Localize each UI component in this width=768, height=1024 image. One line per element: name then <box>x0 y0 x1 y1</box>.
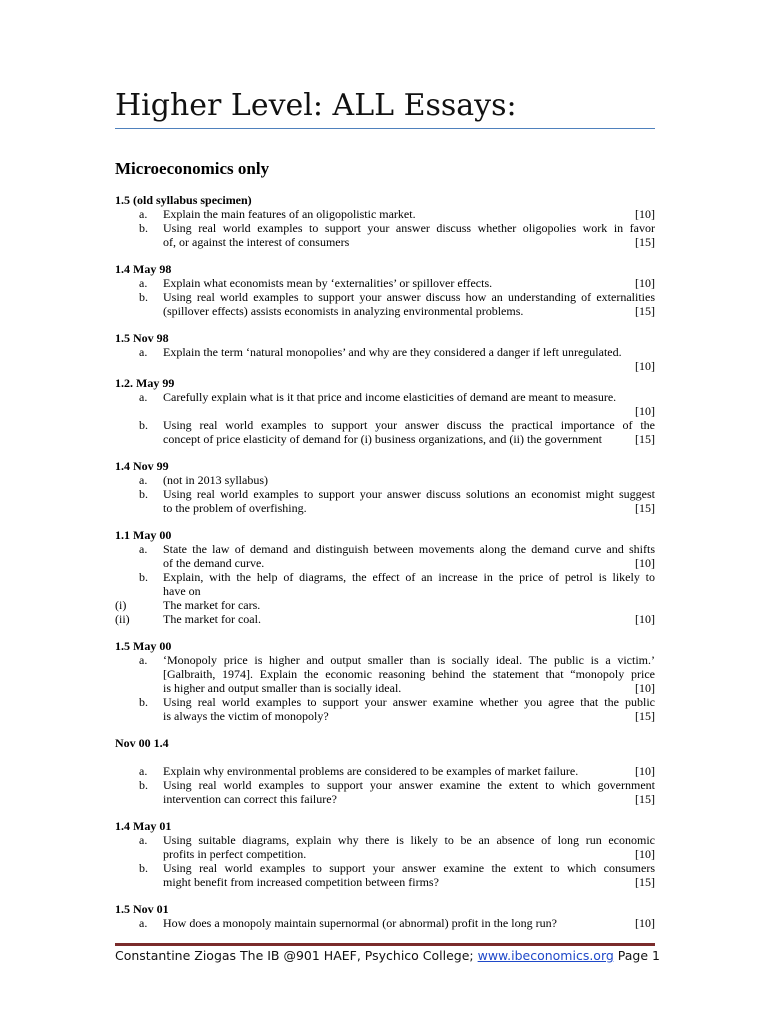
item-marks: [10] <box>635 681 655 695</box>
item-text-line: Using real world examples to support your answer discuss how an understanding of externalities <box>163 290 655 304</box>
question-item <box>115 290 655 318</box>
document-title: Higher Level: ALL Essays: <box>115 88 517 123</box>
sub-item-text: The market for cars. <box>163 598 261 612</box>
item-marks: [10] <box>635 359 655 373</box>
item-last-line <box>163 875 655 889</box>
item-last-line <box>163 584 655 598</box>
footer-page-number: Page 1 <box>613 948 660 963</box>
item-marks: [15] <box>635 304 655 318</box>
question-heading: 1.5 May 00 <box>115 639 172 653</box>
item-label: b. <box>139 570 148 584</box>
item-text: is always the victim of monopoly? <box>163 709 329 723</box>
question-item <box>115 861 655 889</box>
item-label: b. <box>139 778 148 792</box>
item-text-line: Using real world examples to support your answer discuss whether oligopolies work in favor <box>163 221 655 235</box>
item-last-line <box>163 847 655 861</box>
item-marks: [15] <box>635 235 655 249</box>
item-text-line: Explain, with the help of diagrams, the effect of an increase in the price of petrol is likely to <box>163 570 655 584</box>
section-heading: Microeconomics only <box>115 159 270 178</box>
item-text-line: State the law of demand and distinguish between movements along the demand curve and shifts <box>163 542 655 556</box>
item-last-line <box>163 764 655 778</box>
question-item <box>115 221 655 249</box>
item-marks: [15] <box>635 709 655 723</box>
item-text: intervention can correct this failure? <box>163 792 337 806</box>
item-last-line <box>163 556 655 570</box>
item-marks: [15] <box>635 875 655 889</box>
question-heading: 1.2. May 99 <box>115 376 175 390</box>
item-text: concept of price elasticity of demand for (i) business organizations, and (ii) the government <box>163 432 602 446</box>
question-item <box>115 695 655 723</box>
item-text-line: Using real world examples to support your answer examine the extent to which consumers <box>163 861 655 875</box>
item-label: a. <box>139 542 148 556</box>
sub-item-label: (ii) <box>115 612 130 626</box>
item-text-line: Using real world examples to support your answer discuss solutions an economist might suggest <box>163 487 655 501</box>
question-block <box>115 902 655 930</box>
item-last-line <box>163 235 655 249</box>
question-item <box>115 764 655 778</box>
question-block <box>115 528 655 626</box>
question-heading: 1.4 Nov 99 <box>115 459 169 473</box>
item-label: b. <box>139 487 148 501</box>
item-text: Explain what economists mean by ‘externalities’ or spillover effects. <box>163 276 493 290</box>
item-marks: [15] <box>635 432 655 446</box>
question-heading: 1.5 (old syllabus specimen) <box>115 193 252 207</box>
question-item <box>115 570 655 598</box>
item-text-line: Using real world examples to support your answer discuss the practical importance of the <box>163 418 655 432</box>
item-text: Explain why environmental problems are considered to be examples of market failure. <box>163 764 579 778</box>
question-item <box>115 778 655 806</box>
question-block <box>115 376 655 446</box>
item-label: b. <box>139 418 148 432</box>
footer-rule <box>115 943 655 946</box>
item-text-line: Using real world examples to support your answer examine the extent to which government <box>163 778 655 792</box>
question-heading: 1.5 Nov 98 <box>115 331 169 345</box>
question-item <box>115 345 655 373</box>
item-marks: [15] <box>635 501 655 515</box>
sub-item <box>115 598 655 612</box>
item-marks: [10] <box>635 556 655 570</box>
question-item <box>115 276 655 290</box>
item-last-line <box>163 207 655 221</box>
item-marks: [10] <box>635 916 655 930</box>
question-heading: Nov 00 1.4 <box>115 736 169 750</box>
question-heading: 1.5 Nov 01 <box>115 902 169 916</box>
item-text: (not in 2013 syllabus) <box>163 473 268 487</box>
item-label: b. <box>139 861 148 875</box>
item-text: Explain the term ‘natural monopolies’ and why are they considered a danger if left unregulated. <box>163 345 622 359</box>
item-label: a. <box>139 207 148 221</box>
question-item <box>115 418 655 446</box>
item-last-line <box>163 792 655 806</box>
question-block <box>115 736 655 806</box>
item-text: How does a monopoly maintain supernormal (or abnormal) profit in the long run? <box>163 916 557 930</box>
footer-text: Constantine Ziogas The IB @901 HAEF, Psychico College; <box>115 948 478 963</box>
item-marks: [10] <box>635 207 655 221</box>
item-marks: [10] <box>635 404 655 418</box>
sub-item-line <box>163 612 655 626</box>
question-block <box>115 459 655 515</box>
question-item <box>115 487 655 515</box>
item-text: profits in perfect competition. <box>163 847 307 861</box>
item-label: a. <box>139 390 148 404</box>
item-label: b. <box>139 221 148 235</box>
page-footer <box>115 948 660 964</box>
item-text: (spillover effects) assists economists in analyzing environmental problems. <box>163 304 524 318</box>
item-text-line: Using real world examples to support your answer examine whether you agree that the public <box>163 695 655 709</box>
item-last-line <box>163 432 655 446</box>
item-marks: [15] <box>635 792 655 806</box>
item-label: a. <box>139 473 148 487</box>
item-text-line: ‘Monopoly price is higher and output smaller than is socially ideal. The public is a victim.’ <box>163 653 655 667</box>
item-text: of the demand curve. <box>163 556 265 570</box>
question-heading: 1.4 May 01 <box>115 819 172 833</box>
item-label: b. <box>139 695 148 709</box>
question-item <box>115 542 655 570</box>
sub-item-text: The market for coal. <box>163 612 261 626</box>
sub-item <box>115 612 655 626</box>
item-marks: [10] <box>635 847 655 861</box>
question-block <box>115 639 655 723</box>
item-text: is higher and output smaller than is socially ideal. <box>163 681 402 695</box>
item-last-line <box>163 916 655 930</box>
item-last-line <box>163 473 655 487</box>
question-item <box>115 473 655 487</box>
item-label: a. <box>139 833 148 847</box>
question-item <box>115 653 655 695</box>
sub-item-line <box>163 598 655 612</box>
item-text: Explain the main features of an oligopolistic market. <box>163 207 416 221</box>
item-label: a. <box>139 653 148 667</box>
item-text: Carefully explain what is it that price and income elasticities of demand are meant to measure. <box>163 390 617 404</box>
item-label: a. <box>139 276 148 290</box>
item-marks: [10] <box>635 276 655 290</box>
sub-item-label: (i) <box>115 598 127 612</box>
item-label: a. <box>139 916 148 930</box>
item-last-line <box>163 501 655 515</box>
item-last-line <box>163 276 655 290</box>
item-label: b. <box>139 290 148 304</box>
item-text: might benefit from increased competition between firms? <box>163 875 439 889</box>
item-text: of, or against the interest of consumers <box>163 235 350 249</box>
essay-list <box>115 193 655 943</box>
question-item <box>115 916 655 930</box>
sub-item-marks: [10] <box>635 612 655 626</box>
item-text: to the problem of overfishing. <box>163 501 307 515</box>
question-heading: 1.1 May 00 <box>115 528 172 542</box>
question-block <box>115 819 655 889</box>
item-marks: [10] <box>635 764 655 778</box>
question-heading: 1.4 May 98 <box>115 262 172 276</box>
item-text-line: [Galbraith, 1974]. Explain the economic reasoning behind the statement that “monopoly price <box>163 667 655 681</box>
item-text: have on <box>163 584 201 598</box>
question-block <box>115 262 655 318</box>
question-item <box>115 390 655 418</box>
item-last-line <box>163 709 655 723</box>
item-text-line: Using suitable diagrams, explain why there is likely to be an absence of long run economic <box>163 833 655 847</box>
title-underline <box>115 128 655 129</box>
item-label: a. <box>139 345 148 359</box>
item-label: a. <box>139 764 148 778</box>
question-block <box>115 331 655 373</box>
item-last-line <box>163 304 655 318</box>
question-block <box>115 193 655 249</box>
item-last-line <box>163 681 655 695</box>
question-item <box>115 833 655 861</box>
question-item <box>115 207 655 221</box>
footer-link[interactable]: www.ibeconomics.org <box>477 948 614 963</box>
